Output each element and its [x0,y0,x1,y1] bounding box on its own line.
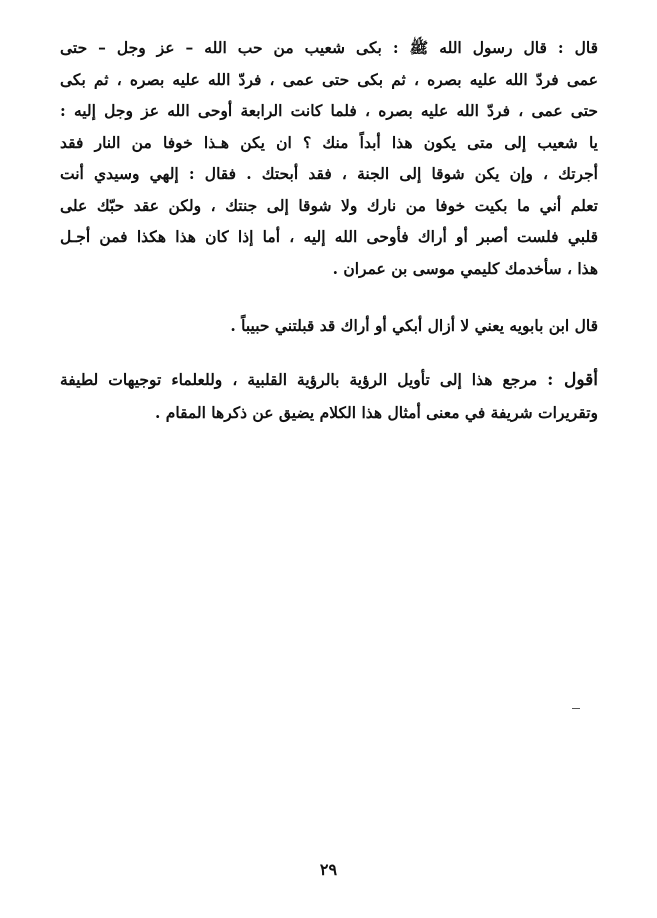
paragraph-hadith [60,32,598,284]
text-line: قلبي فلست أصبر أو أراك فأوحى الله إليه ، أما إذا كان هذا هكذا فمن أجـل [60,227,598,246]
text-line: هذا ، سأخدمك كليمي موسى بن عمران . [332,258,598,278]
paragraph-ibn-babawayh [60,310,598,342]
paragraph-lead-word: أقول : [547,370,598,390]
text-line: حتى عمى ، فردّ الله عليه بصره ، فلما كانت الرابعة أوحى الله عز وجل إليه : [60,101,598,120]
stray-print-mark [572,708,580,709]
text-line-content: مرجع هذا إلى تأويل الرؤية بالرؤية القلبية ، وللعلماء توجيهات لطيفة [60,370,538,389]
page-number: ٢٩ [319,860,338,879]
text-line: تعلم أني ما بكيت خوفا من نارك ولا شوقا إلى جنتك ، ولكن عقد حبّك على [60,195,598,215]
text-line: عمى فردّ الله عليه بصره ، ثم بكى حتى عمى ، فردّ الله عليه بصره ، ثم بكى [60,69,598,89]
text-line: يا شعيب إلى متى يكون هذا أبداً منك ؟ ان يكن هـذا خوفا من النار فقد [60,132,598,152]
text-line: أجرتك ، وإن يكن شوقا إلى الجنة ، فقد أبحتك . فقال : إلهي وسيدي أنت [60,164,598,183]
text-line: وتقريرات شريفة في معنى أمثال هذا الكلام يضيق عن ذكرها المقام . [154,402,598,422]
text-line: قال ابن بابويه يعني لا أزال أبكي أو أراك قد قبلتني حبيباً . [230,316,598,335]
text-line [60,364,598,397]
text-line: قال : قال رسول الله ﷺ : بكى شعيب من حب الله – عز وجل – حتى [60,38,598,57]
paragraph-commentary [60,364,598,428]
